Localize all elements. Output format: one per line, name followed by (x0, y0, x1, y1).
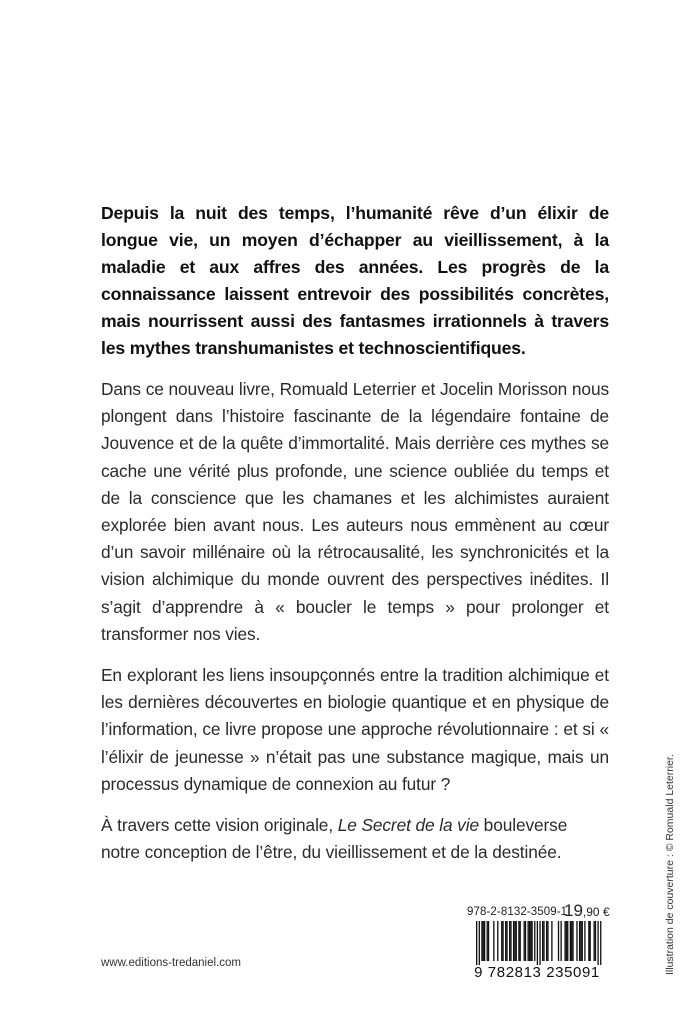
barcode-bar (537, 921, 538, 965)
barcode-bar (580, 921, 581, 961)
barcode-bar (520, 921, 521, 961)
barcode (464, 921, 610, 979)
paragraph-4-rest: bouleverse notre conception de l’être, du vieillissement et de la destinée. (101, 815, 568, 863)
isbn-number: 978-2-8132-3509-1 (467, 906, 568, 918)
barcode-bar (493, 921, 494, 961)
barcode-bars (476, 921, 601, 965)
barcode-bar (527, 921, 528, 961)
barcode-bar (579, 921, 580, 961)
barcode-bar (576, 921, 577, 961)
barcode-bar (524, 921, 525, 961)
barcode-bar (531, 921, 532, 961)
barcode-bar (514, 921, 515, 961)
barcode-bar (488, 921, 489, 961)
blurb-lead-paragraph: Depuis la nuit des temps, l’humanité rêve d’un élixir de longue vie, un moyen d’échapper au vieillissement, à la maladie et aux affres des années. Les progrès de la connaissance laissent entrevoir des possibilités concrètes, mais nourrissent aussi des fantasmes irrationnels à travers les mythes transhumanistes et technoscientifiques. (101, 203, 609, 358)
barcode-bar (542, 921, 543, 961)
barcode-bar (595, 921, 596, 961)
barcode-bar (483, 921, 484, 961)
barcode-bar (571, 921, 572, 961)
barcode-bar (476, 921, 477, 965)
barcode-bar (547, 921, 548, 961)
barcode-bar (529, 921, 530, 961)
barcode-bar (582, 921, 583, 961)
barcode-bar (570, 921, 571, 961)
barcode-bar (551, 921, 552, 961)
barcode-bar (525, 921, 526, 961)
barcode-bar (518, 921, 519, 961)
barcode-bar (539, 921, 540, 965)
barcode-bar (564, 921, 565, 961)
barcode-bar (484, 921, 485, 961)
barcode-bar (479, 921, 480, 965)
barcode-bar (567, 921, 568, 961)
barcode-bar (584, 921, 585, 961)
barcode-bar (506, 921, 507, 961)
barcode-bar (530, 921, 531, 961)
barcode-bar (501, 921, 502, 961)
barcode-bar (513, 921, 514, 961)
cover-illustration-credit: Illustration de couverture : © Romuald Leterrier. (664, 754, 676, 975)
barcode-bar (560, 921, 561, 961)
barcode-bar (572, 921, 573, 961)
price-cents: ,90 € (582, 905, 610, 919)
barcode-bar (590, 921, 591, 961)
publisher-website: www.editions-tredaniel.com (101, 957, 241, 969)
barcode-bar (481, 921, 482, 961)
blurb-paragraph-3: En explorant les liens insoupçonnés entre la tradition alchimique et les dernières découvertes en biologie quantique et en physique de l’information, ce livre propose une approche révolutionnaire : et si « l’élixir de jeunesse » n’était pas une substance magique, mais un processus dynamique de connexion au futur ? (101, 665, 609, 794)
barcode-bar (487, 921, 488, 961)
barcode-bar (505, 921, 506, 961)
barcode-bar (543, 921, 544, 961)
barcode-bar (509, 921, 510, 961)
barcode-bar (600, 921, 601, 965)
blurb-paragraph-4 (101, 812, 609, 866)
book-title: Le Secret de la vie (337, 815, 479, 836)
barcode-bar (497, 921, 498, 961)
barcode-bar (593, 921, 594, 961)
barcode-bar (502, 921, 503, 961)
barcode-bar (534, 921, 535, 961)
barcode-bar (558, 921, 559, 961)
blurb (101, 200, 609, 880)
barcode-bar (516, 921, 517, 961)
barcode-bar (546, 921, 547, 961)
price (564, 901, 610, 921)
paragraph-4-intro: À travers cette vision originale, (101, 815, 338, 836)
blurb-paragraph-2: Dans ce nouveau livre, Romuald Leterrier et Jocelin Morisson nous plongent dans l’histoire fascinante de la légendaire fontaine de Jouvence et de la quête d’immortalité. Mais derrière ces mythes se cache une vérité plus profonde, une science oubliée du temps et de la conscience que les chamanes et les alchimistes auraient explorée bien avant nous. Les auteurs nous emmènent au cœur d’un savoir millénaire où la rétrocausalité, les synchronicités et la vision alchimique du monde ouvrent des perspectives inédites. Il s’agit d’apprendre à « boucler le temps » pour prolonger et transformer nos vies. (101, 379, 609, 644)
barcode-bar (510, 921, 511, 961)
price-euros: 19 (564, 901, 583, 920)
barcode-bar (597, 921, 598, 965)
barcode-bar (588, 921, 589, 961)
barcode-digits: 9 782813 235091 (474, 964, 600, 979)
barcode-bar (566, 921, 567, 961)
